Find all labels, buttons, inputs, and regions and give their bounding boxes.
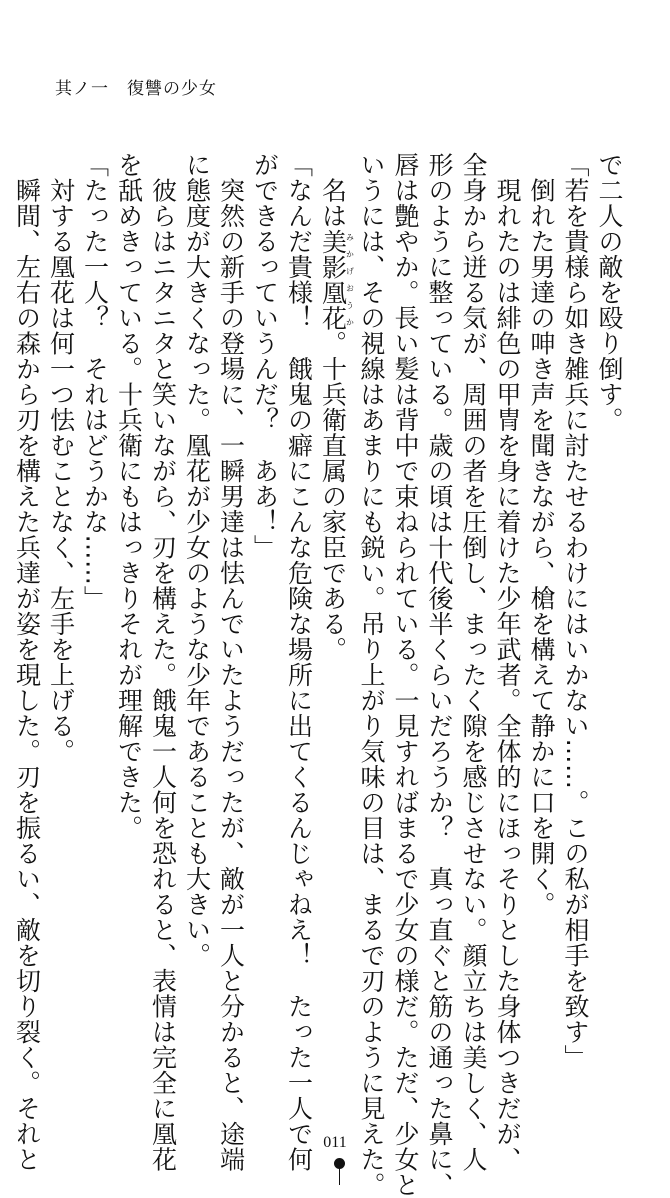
- text-line: 唇は艶やか。長い髪は背中で束ねられている。一見すればまるで少女の様だ。ただ、少女と: [391, 152, 420, 1198]
- text-line: 瞬間、左右の森から刃を構えた兵達が姿を現した。刃を振るい、敵を切り裂く。それと: [12, 152, 42, 1172]
- text-line: で二人の敵を殴り倒す。: [595, 152, 624, 433]
- text-line: 「若を貴様ら如き雑兵に討たせるわけにはいかない……。この私が相手を致す」: [561, 152, 590, 1070]
- text-line: 突然の新手の登場に、一瞬男達は怯んでいたようだったが、敵が一人と分かると、途端: [216, 152, 246, 1172]
- text-line: を舐めきっている。十兵衛にもはっきりそれが理解できた。: [114, 152, 144, 841]
- text-line: に態度が大きくなった。凰花が少女のような少年であることも大きい。: [182, 152, 212, 968]
- text-line: 倒れた男達の呻き声を聞きながら、槍を構えて静かに口を開く。: [527, 152, 556, 917]
- text-line: いうには、その視線はあまりにも鋭い。吊り上がり気味の目は、まるで刃のように見えた。: [357, 152, 386, 1198]
- text-line: 対する凰花は何一つ怯むことなく、左手を上げる。: [46, 152, 76, 764]
- name-with-ruby: 美影凰花みかげおうか: [318, 228, 355, 331]
- page-footer: [0, 1134, 670, 1185]
- text-line: 彼らはニタニタと笑いながら、刃を構えた。餓鬼一人何を恐れると、表情は完全に凰花: [148, 152, 178, 1172]
- text-line: 全身から迸る気が、周囲の者を圧倒し、まったく隙を感じさせない。顔立ちは美しく、人: [459, 152, 488, 1172]
- page-number: 011: [323, 1134, 347, 1151]
- ruby-reading: みかげおうか: [345, 228, 355, 331]
- chapter-header: 其ノ一 復讐の少女: [55, 79, 217, 99]
- footer-rule: [339, 1168, 340, 1185]
- text-line: 現れたのは緋色の甲冑を身に着けた少年武者。全体的にほっそりとした身体つきだが、: [493, 152, 522, 1172]
- text-line: 「たった一人？ それはどうかな……」: [80, 152, 110, 611]
- text-line: 形のように整っている。歳の頃は十代後半くらいだろうか？ 真っ直ぐと筋の通った鼻に、: [425, 152, 454, 1198]
- text-line: 「なんだ貴様！ 餓鬼の癖にこんな危険な場所に出てくるんじゃねえ！ たった一人で何: [284, 152, 314, 1172]
- text-line-with-ruby: 名は美影凰花みかげおうか。十兵衛直属の家臣である。: [318, 152, 355, 662]
- text-line: ができるっていうんだ？ ああ！」: [250, 152, 280, 560]
